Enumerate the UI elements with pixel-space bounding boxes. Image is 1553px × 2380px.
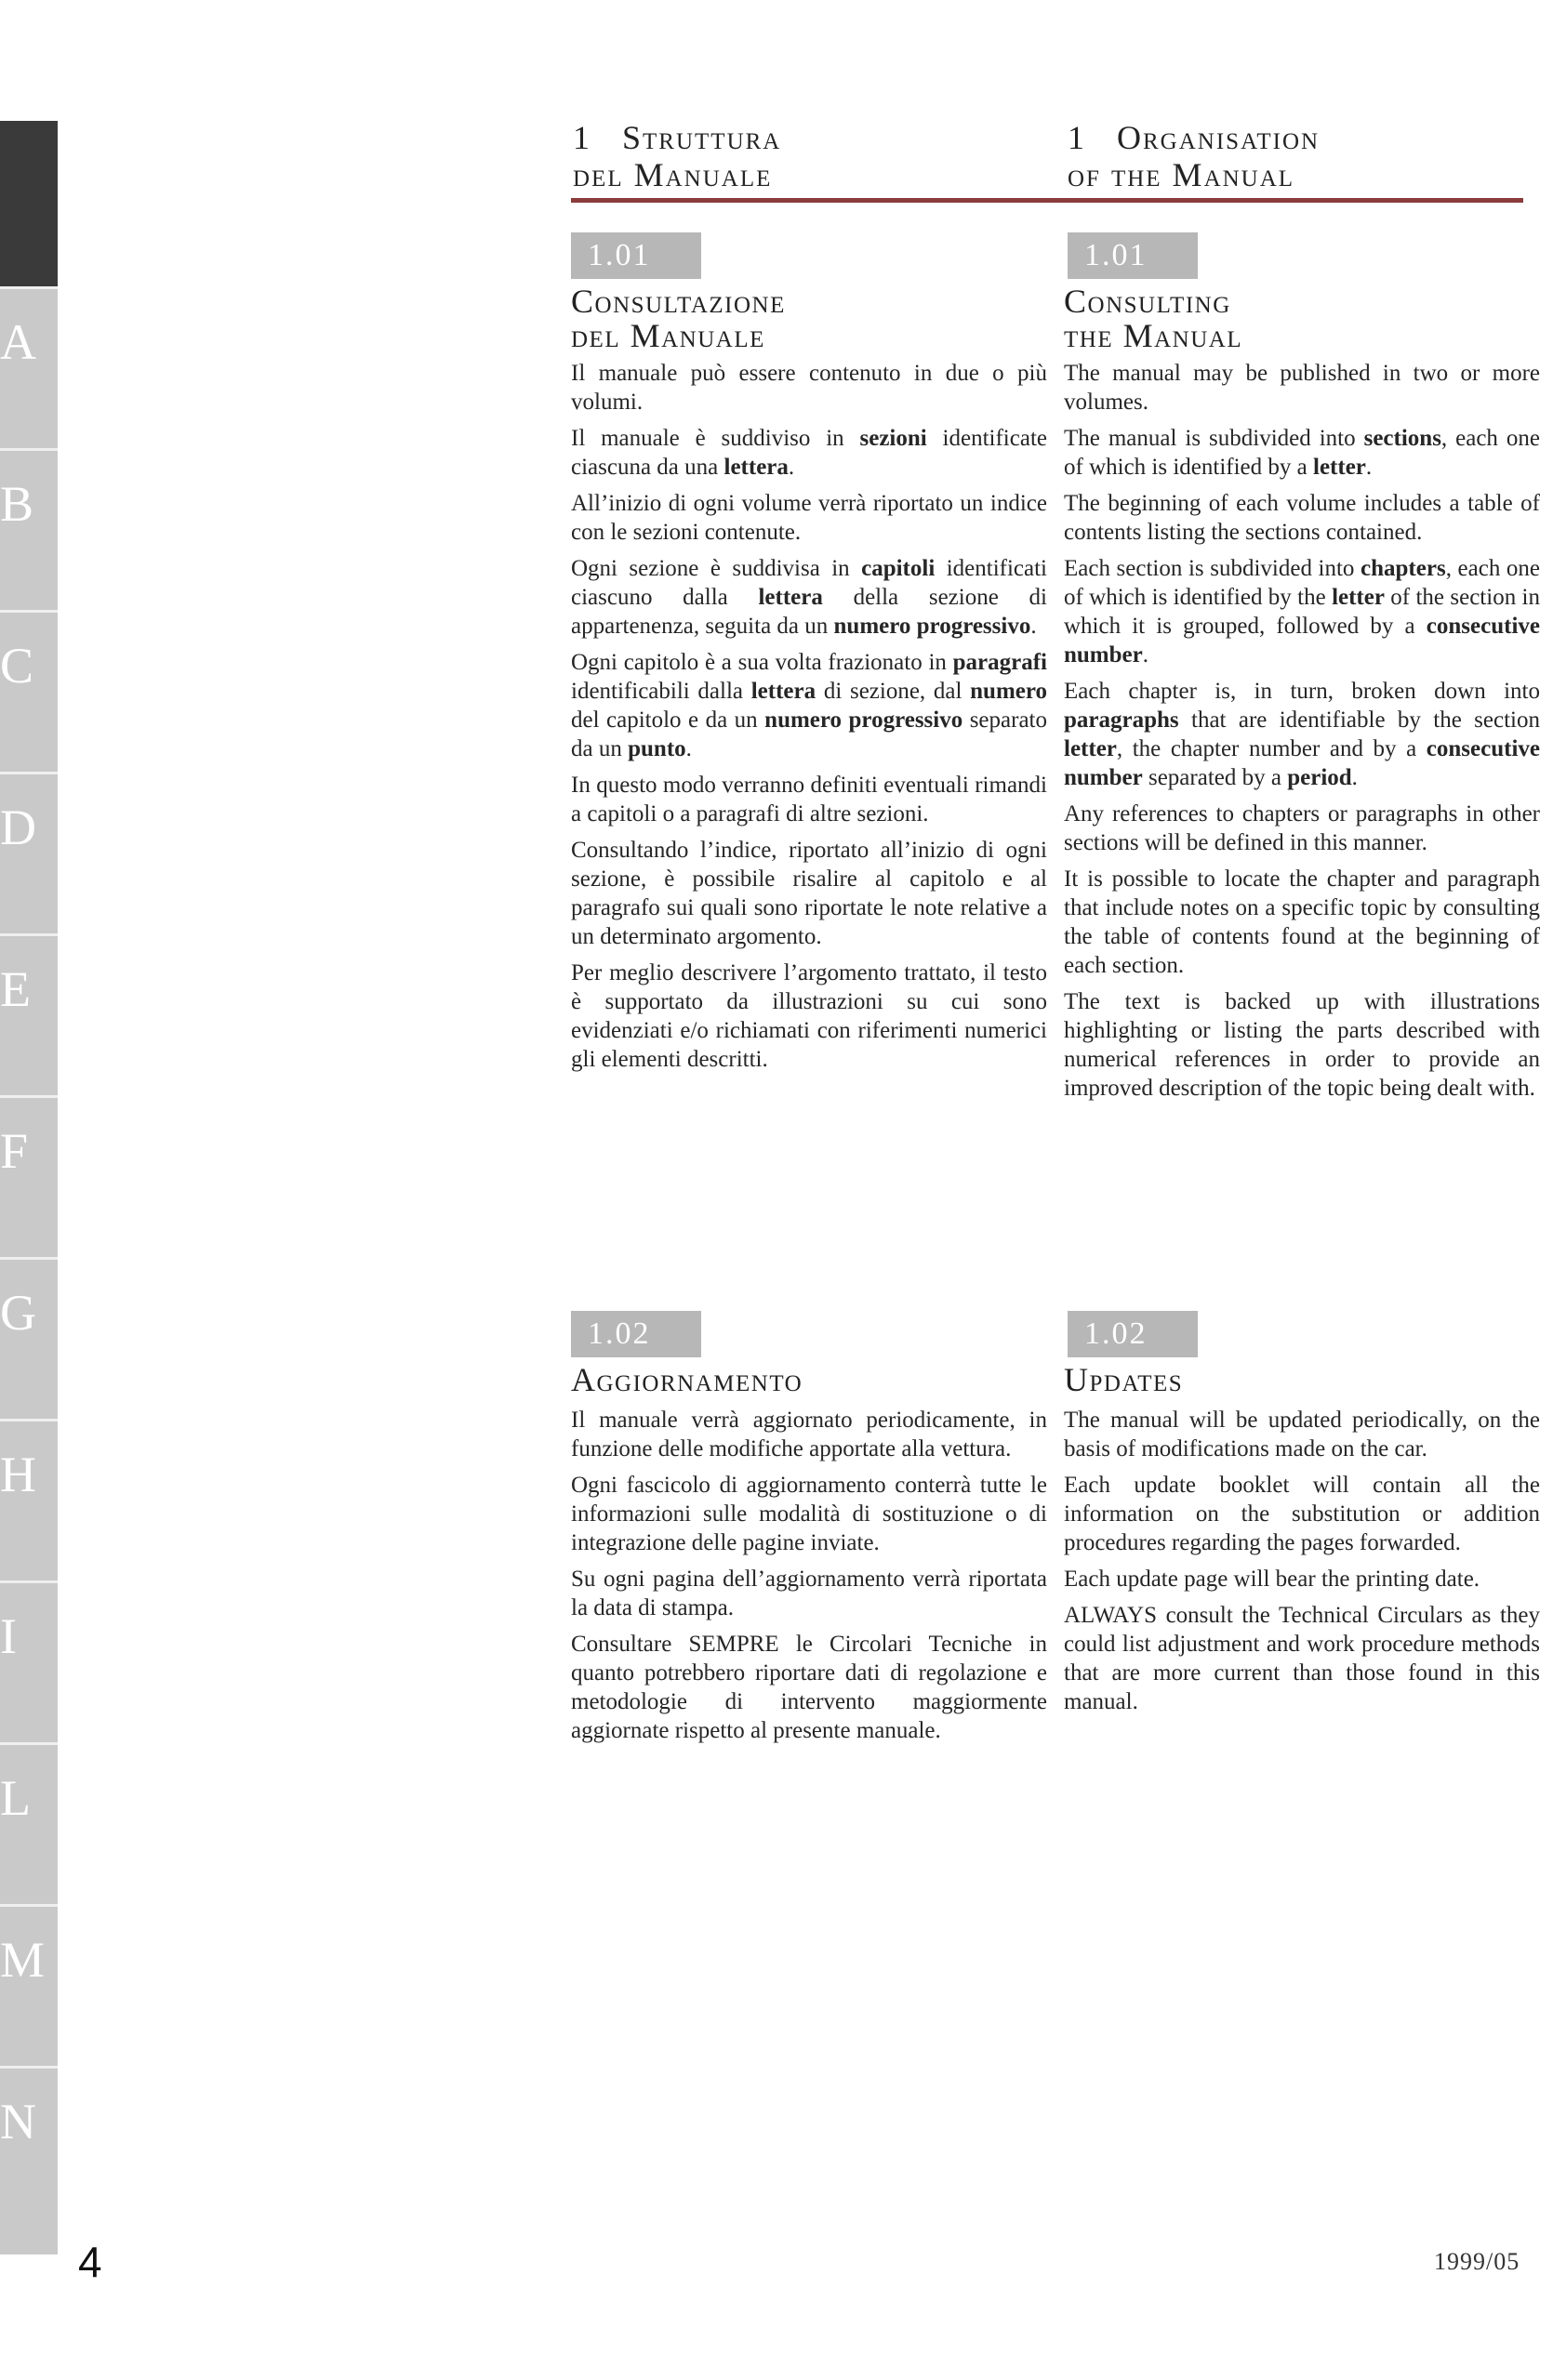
- body-paragraph: It is possible to locate the chapter and paragraph that include notes on a specific topic by consulting the table of contents found at the beginning of each section.: [1064, 866, 1540, 978]
- body-paragraph: The text is backed up with illustrations highlighting or listing the parts described with numerical references in order to provide an improved description of the topic being dealt with.: [1064, 989, 1540, 1101]
- header-italian: [573, 119, 781, 193]
- section-title-line1: Consultazione: [571, 283, 786, 320]
- section-tab-1-02-en: 1.02: [1068, 1311, 1198, 1357]
- thumb-index: [0, 121, 58, 2254]
- section-title-en: [1064, 1363, 1183, 1397]
- chapter-title-line1: Organisation: [1117, 119, 1321, 156]
- tab-letter: L: [0, 1770, 31, 1826]
- section-title-line2: the Manual: [1064, 317, 1243, 354]
- tab-letter: I: [0, 1608, 17, 1664]
- section-title-line1: Consulting: [1064, 283, 1231, 320]
- header-divider: [571, 198, 1523, 203]
- chapter-title-line2: del Manuale: [573, 156, 773, 193]
- section-title-it: [571, 1363, 803, 1397]
- tab-i[interactable]: [0, 1580, 58, 1742]
- tab-letter: C: [0, 638, 34, 694]
- body-paragraph: The manual is subdivided into sections, each one of which is identified by a letter.: [1064, 426, 1540, 480]
- tab-e[interactable]: [0, 933, 58, 1095]
- body-paragraph: The manual will be updated periodically, on the basis of modifications made on the car.: [1064, 1408, 1540, 1461]
- body-paragraph: The beginning of each volume includes a table of contents listing the sections contained.: [1064, 491, 1540, 545]
- tab-d[interactable]: [0, 772, 58, 933]
- tab-m[interactable]: [0, 1904, 58, 2066]
- body-paragraph: ALWAYS consult the Technical Circulars as they could list adjustment and work procedure methods that are more current than those found in this manual.: [1064, 1603, 1540, 1714]
- body-paragraph: All’inizio di ogni volume verrà riportato un indice con le sezioni contenute.: [571, 491, 1047, 545]
- section-title-en: [1064, 284, 1242, 353]
- edition-date: 1999/05: [1434, 2248, 1520, 2275]
- tab-letter: F: [0, 1123, 29, 1179]
- body-paragraph: Ogni fascicolo di aggiornamento conterrà tutte le informazioni sulle modalità di sostituzione o di integrazione delle pagine inviate.: [571, 1473, 1047, 1555]
- section-title-line1: Aggiornamento: [571, 1361, 803, 1398]
- tab-c[interactable]: [0, 610, 58, 772]
- section-tab-1-01-en: 1.01: [1068, 232, 1198, 279]
- body-paragraph: Each update booklet will contain all the information on the substitution or addition procedures regarding the pages forwarded.: [1064, 1473, 1540, 1555]
- body-paragraph: Per meglio descrivere l’argomento trattato, il testo è supportato da illustrazioni su cui sono evidenziati e/o richiamati con riferimenti numerici gli elementi descritti.: [571, 960, 1047, 1072]
- section-title-line2: del Manuale: [571, 317, 765, 354]
- thumb-index-active-block: [0, 121, 58, 286]
- section-tab-1-02-it: 1.02: [571, 1311, 701, 1357]
- section-body-it: [571, 1406, 1047, 1752]
- page-number: 4: [78, 2238, 102, 2286]
- body-paragraph: Each section is subdivided into chapters, each one of which is identified by the letter of the section in which it is grouped, followed by a consecutive number.: [1064, 556, 1541, 668]
- section-tab-1-01-it: 1.01: [571, 232, 701, 279]
- header-english: [1068, 119, 1320, 193]
- body-paragraph: Il manuale verrà aggiornato periodicamente, in funzione delle modifiche apportate alla vettura.: [571, 1408, 1047, 1461]
- tab-letter: E: [0, 961, 31, 1017]
- body-paragraph: The manual may be published in two or more volumes.: [1064, 361, 1540, 415]
- tab-n[interactable]: [0, 2066, 58, 2254]
- body-paragraph: Ogni capitolo è a sua volta frazionato in paragrafi identificabili dalla lettera di sezione, dal numero del capitolo e da un numero progressivo separato da un punto.: [571, 650, 1048, 761]
- body-paragraph: Il manuale può essere contenuto in due o più volumi.: [571, 361, 1047, 415]
- body-paragraph: Consultando l’indice, riportato all’inizio di ogni sezione, è possibile risalire al capitolo e al paragrafo sui quali sono riportate le note relative a un determinato argomento.: [571, 838, 1047, 949]
- section-title-it: [571, 284, 786, 353]
- body-paragraph: Each update page will bear the printing date.: [1064, 1567, 1480, 1592]
- body-paragraph: Each chapter is, in turn, broken down into paragraphs that are identifiable by the section letter, the chapter number and by a consecutive number separated by a period.: [1064, 679, 1540, 790]
- tab-letter: M: [0, 1932, 46, 1988]
- tab-b[interactable]: [0, 448, 58, 610]
- section-body-en: [1064, 359, 1540, 1110]
- section-title-line1: Updates: [1064, 1361, 1184, 1398]
- chapter-title-line1: Struttura: [622, 119, 782, 156]
- tab-letter: D: [0, 800, 36, 855]
- section-body-en: [1064, 1406, 1540, 1724]
- tab-letter: N: [0, 2094, 36, 2149]
- body-paragraph: Su ogni pagina dell’aggiornamento verrà riportata la data di stampa.: [571, 1567, 1047, 1620]
- tab-f[interactable]: [0, 1095, 58, 1257]
- tab-letter: G: [0, 1285, 36, 1341]
- chapter-number: 1: [1068, 119, 1086, 156]
- body-paragraph: Ogni sezione è suddivisa in capitoli identificati ciascuno dalla lettera della sezione di appartenenza, seguita da un numero progressivo.: [571, 556, 1047, 639]
- body-paragraph: In questo modo verranno definiti eventuali rimandi a capitoli o a paragrafi di altre sezioni.: [571, 773, 1047, 826]
- tab-a[interactable]: [0, 286, 58, 448]
- tab-h[interactable]: [0, 1419, 58, 1580]
- tab-letter: H: [0, 1447, 36, 1502]
- chapter-title-line2: of the Manual: [1068, 156, 1295, 193]
- tab-letter: B: [0, 476, 34, 532]
- body-paragraph: Il manuale è suddiviso in sezioni identificate ciascuna da una lettera.: [571, 426, 1047, 480]
- body-paragraph: Consultare SEMPRE le Circolari Tecniche in quanto potrebbero riportare dati di regolazione e metodologie di intervento maggiormente aggiornate rispetto al presente manuale.: [571, 1632, 1047, 1743]
- body-paragraph: Any references to chapters or paragraphs in other sections will be defined in this manner.: [1064, 801, 1540, 855]
- chapter-number: 1: [573, 119, 591, 156]
- tab-g[interactable]: [0, 1257, 58, 1419]
- tab-l[interactable]: [0, 1742, 58, 1904]
- section-body-it: [571, 359, 1047, 1081]
- tab-letter: A: [0, 314, 36, 370]
